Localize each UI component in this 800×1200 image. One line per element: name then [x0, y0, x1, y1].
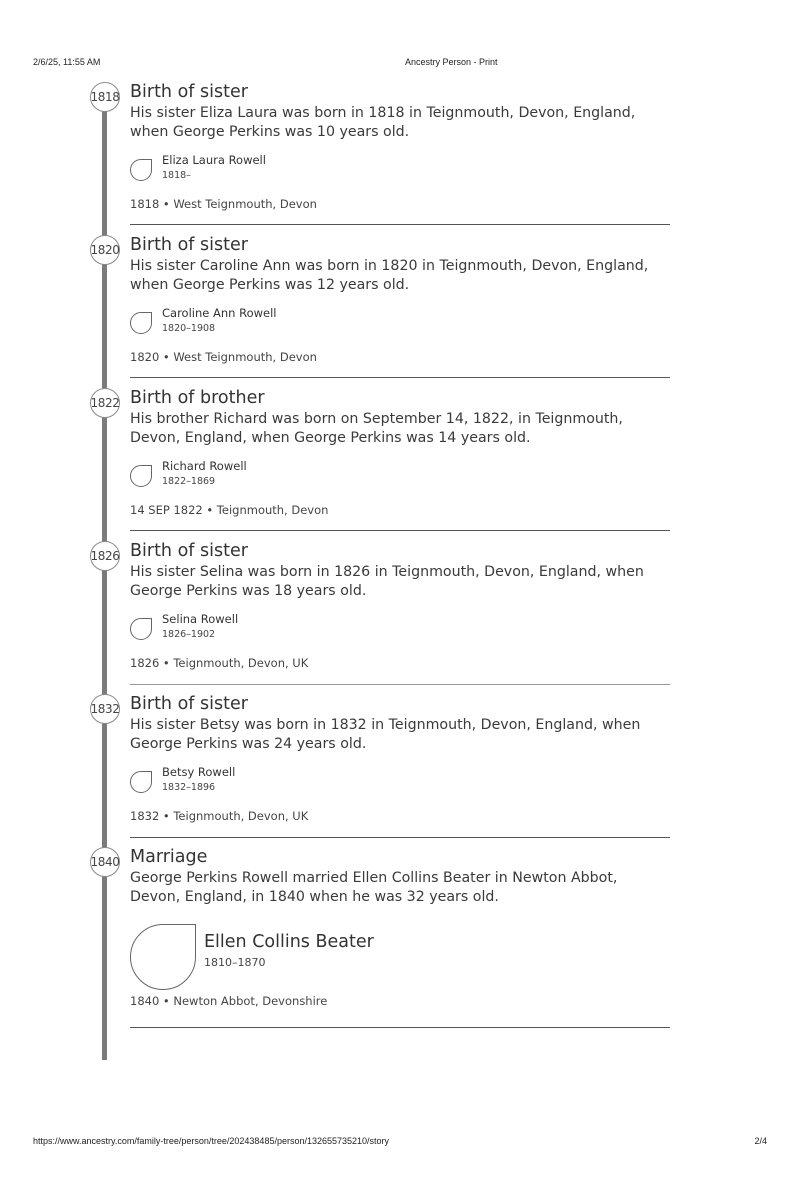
event-description: His sister Selina was born in 1826 in Teignmouth, Devon, England, when George Perkins was 18 years old.: [130, 564, 644, 599]
event-title: Birth of sister: [130, 541, 248, 561]
person-name[interactable]: Ellen Collins Beater: [204, 932, 374, 952]
person-name[interactable]: Caroline Ann Rowell: [162, 306, 277, 320]
avatar-placeholder-icon[interactable]: [130, 159, 152, 181]
year-bubble: 1826: [90, 541, 120, 571]
avatar-placeholder-icon[interactable]: [130, 924, 196, 990]
event-date-place: 1840 • Newton Abbot, Devonshire: [130, 994, 328, 1008]
person-name[interactable]: Betsy Rowell: [162, 765, 236, 779]
event-date-place: 14 SEP 1822 • Teignmouth, Devon: [130, 503, 329, 517]
event-date-place: 1818 • West Teignmouth, Devon: [130, 197, 317, 211]
event-description: His sister Eliza Laura was born in 1818 in Teignmouth, Devon, England, when George Perkins was 10 years old.: [130, 105, 636, 140]
year-bubble: 1832: [90, 694, 120, 724]
event-title: Birth of sister: [130, 82, 248, 102]
person-dates: 1818–: [162, 170, 191, 181]
person-card[interactable]: [130, 924, 670, 990]
event-title: Marriage: [130, 847, 208, 867]
event-title: Birth of sister: [130, 235, 248, 255]
event-divider: [130, 224, 670, 225]
person-dates: 1810–1870: [204, 956, 266, 969]
print-timestamp: 2/6/25, 11:55 AM: [33, 57, 101, 67]
person-name[interactable]: Selina Rowell: [162, 612, 239, 626]
person-dates: 1820–1908: [162, 323, 216, 334]
event-title: Birth of brother: [130, 388, 265, 408]
event-description: His sister Caroline Ann was born in 1820 in Teignmouth, Devon, England, when George Perkins was 12 years old.: [130, 258, 649, 293]
person-name[interactable]: Eliza Laura Rowell: [162, 153, 266, 167]
year-bubble: 1818: [90, 82, 120, 112]
page-number: 2/4: [754, 1136, 767, 1146]
year-bubble: 1822: [90, 388, 120, 418]
person-card[interactable]: [130, 306, 670, 346]
avatar-placeholder-icon[interactable]: [130, 312, 152, 334]
event-divider: [130, 684, 670, 685]
event-date-place: 1832 • Teignmouth, Devon, UK: [130, 809, 309, 823]
event-description: George Perkins Rowell married Ellen Collins Beater in Newton Abbot, Devon, England, in 1840 when he was 32 years old.: [130, 870, 618, 905]
person-dates: 1822–1869: [162, 476, 216, 487]
event-description: His brother Richard was born on September 14, 1822, in Teignmouth, Devon, England, when George Perkins was 14 years old.: [130, 411, 623, 446]
event-title: Birth of sister: [130, 694, 248, 714]
person-card[interactable]: [130, 765, 670, 805]
year-bubble: 1840: [90, 847, 120, 877]
event-divider: [130, 837, 670, 838]
event-divider: [130, 530, 670, 531]
event-divider: [130, 1027, 670, 1028]
person-dates: 1832–1896: [162, 782, 216, 793]
avatar-placeholder-icon[interactable]: [130, 771, 152, 793]
event-divider: [130, 377, 670, 378]
person-card[interactable]: [130, 459, 670, 499]
event-description: His sister Betsy was born in 1832 in Teignmouth, Devon, England, when George Perkins was 24 years old.: [130, 717, 641, 752]
event-date-place: 1826 • Teignmouth, Devon, UK: [130, 656, 309, 670]
page-url: https://www.ancestry.com/family-tree/person/tree/202438485/person/132655735210/story: [33, 1136, 390, 1146]
print-title: Ancestry Person - Print: [405, 57, 498, 67]
avatar-placeholder-icon[interactable]: [130, 465, 152, 487]
avatar-placeholder-icon[interactable]: [130, 618, 152, 640]
year-bubble: 1820: [90, 235, 120, 265]
person-card[interactable]: [130, 612, 670, 652]
person-dates: 1826–1902: [162, 629, 216, 640]
event-date-place: 1820 • West Teignmouth, Devon: [130, 350, 317, 364]
person-name[interactable]: Richard Rowell: [162, 459, 247, 473]
person-card[interactable]: [130, 153, 670, 193]
